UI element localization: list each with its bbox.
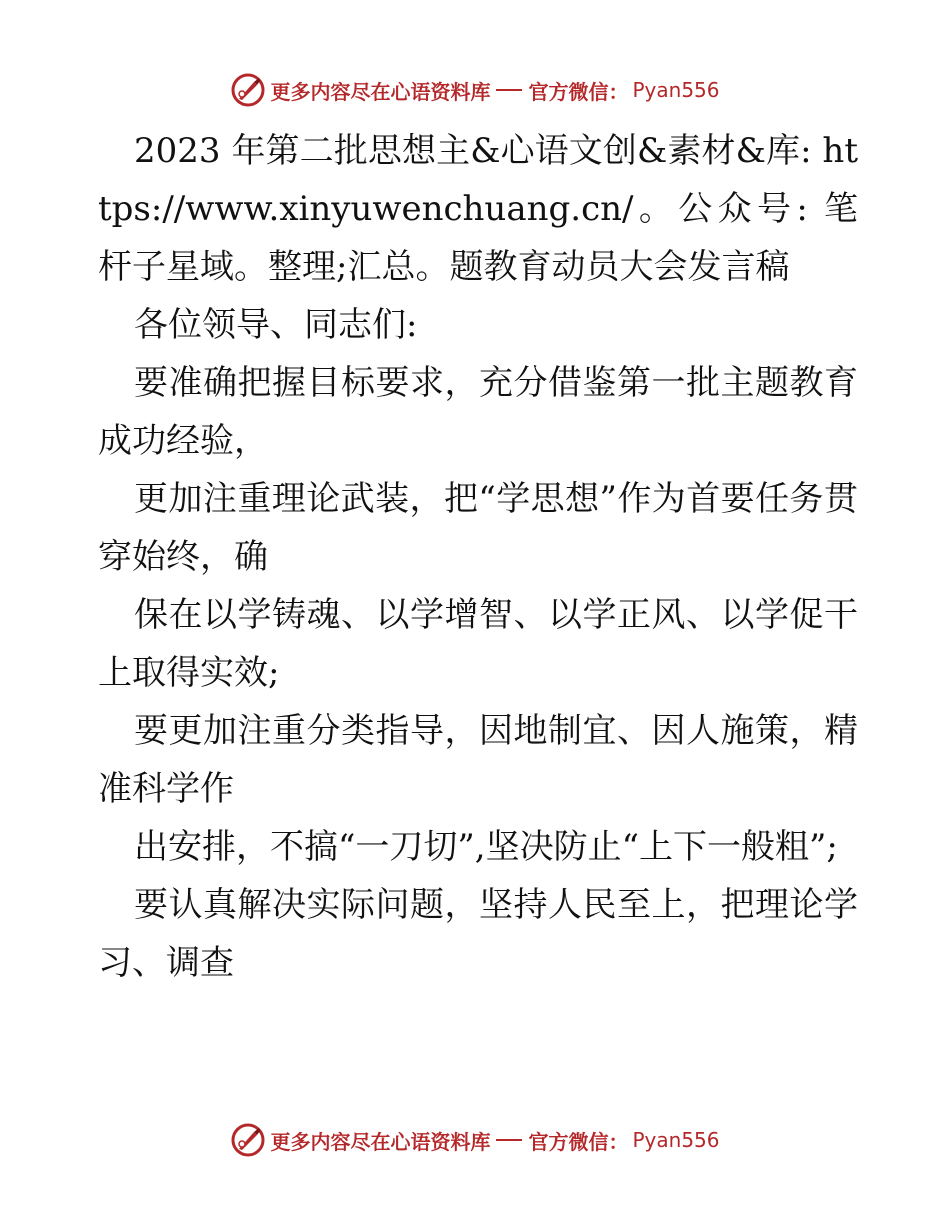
footer-banner xyxy=(0,1118,950,1162)
header-divider xyxy=(496,89,522,91)
header-banner xyxy=(0,68,950,112)
body-paragraph: 保在以学铸魂、以学增智、以学正风、以学促干上取得实效; xyxy=(98,595,858,693)
header-official-label: 官方微信： xyxy=(528,79,629,104)
header-brand-text: 更多内容尽在心语资料库 xyxy=(270,79,491,104)
body-paragraph: 要认真解决实际问题，坚持人民至上，把理论学习、调查 xyxy=(98,885,858,983)
title-paragraph: 2023 年第二批思想主&心语文创&素材&库: https://www.xinyuwenchuang.cn/。公众号: 笔杆子星域。整理;汇总。题教育动员大会发言稿 xyxy=(98,131,858,287)
body-paragraph: 要准确把握目标要求，充分借鉴第一批主题教育成功经验， xyxy=(98,363,858,461)
document-body xyxy=(98,122,858,992)
footer-wechat-id: Pyan556 xyxy=(632,1128,720,1152)
body-paragraph: 更加注重理论武装，把“学思想”作为首要任务贯穿始终，确 xyxy=(98,479,858,577)
body-paragraph: 出安排，不搞“一刀切”,坚决防止“上下一般粗”; xyxy=(134,827,838,867)
body-paragraph: 要更加注重分类指导，因地制宜、因人施策，精准科学作 xyxy=(98,711,858,809)
footer-brand-text: 更多内容尽在心语资料库 xyxy=(270,1129,491,1154)
footer-divider xyxy=(496,1139,522,1141)
quill-pen-logo-icon xyxy=(230,72,266,108)
footer-official-label: 官方微信： xyxy=(528,1129,629,1154)
salutation: 各位领导、同志们: xyxy=(134,305,418,345)
header-wechat-id: Pyan556 xyxy=(632,78,720,102)
quill-pen-logo-icon xyxy=(230,1122,266,1158)
